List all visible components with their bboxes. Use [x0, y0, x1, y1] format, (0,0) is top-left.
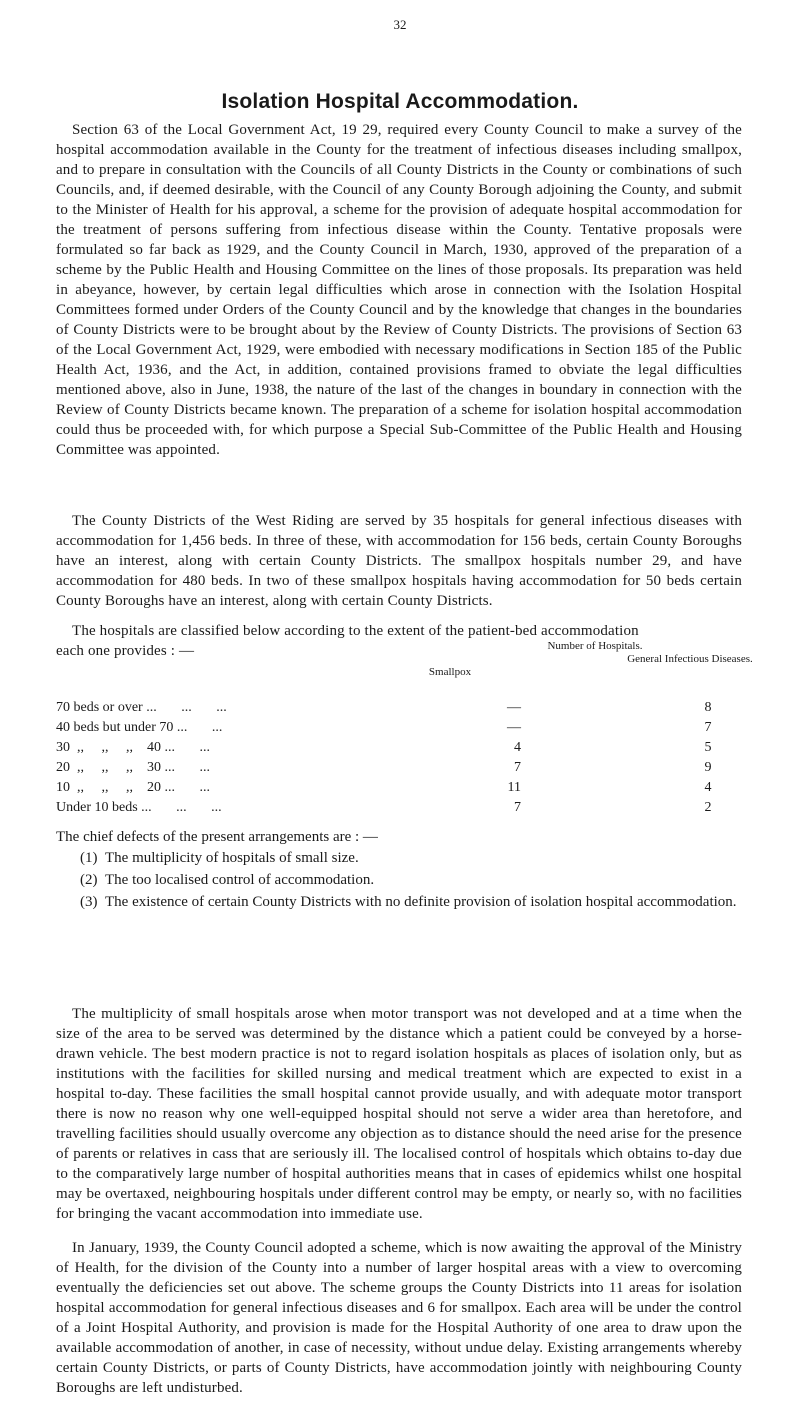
list-item-text: The too localised control of accommodation. [105, 872, 375, 888]
table-row [56, 718, 756, 738]
defects-intro: The chief defects of the present arrangements are : — [56, 829, 378, 845]
page-number: 32 [393, 17, 407, 32]
table-row [56, 798, 756, 818]
row-smallpox: 4 [514, 740, 521, 755]
defects-list [80, 848, 745, 914]
paragraph-classification: The hospitals are classified below according to the extent of the patient-bed accommodation [72, 623, 639, 639]
list-item-number: (3) [80, 894, 98, 910]
paragraph-county-districts: The County Districts of the West Riding are served by 35 hospitals for general infectious diseases with accommodation for 1,456 beds. In three of these, with accommodation for 156 beds, certain County Boroughs have an interest, along with certain County Districts. The smallpox hospitals number 29, and have accommodation for 480 beds. In two of these smallpox hospitals having accommodation for 50 beds certain County Boroughs have an interest, along with certain County Districts. [56, 513, 742, 609]
row-label: 10 ,, ,, ,, 20 ... ... [56, 780, 210, 795]
row-smallpox: — [507, 700, 521, 715]
paragraph-section-63: Section 63 of the Local Government Act, 19 29, required every County Council to make a survey of the hospital accommodation available in the County for the treatment of infectious diseases including smallpox, and to prepare in consultation with the Councils of all County Districts in the County or combinations of such Councils, and, if deemed desirable, with the Council of any County Borough adjoining the County, and submit to the Minister of Health for his approval, a scheme for the provision of adequate hospital accommodation for the treatment of persons suffering from infectious disease within the County. Tentative proposals were formulated so far back as 1929, and the County Council in March, 1930, approved of the preparation of a scheme by the Public Health and Housing Committee on the lines of those proposals. Its preparation was held in abeyance, however, by certain legal difficulties which arose in connection with the Isolation Hospital Committees formed under Orders of the County Council and by the knowledge that changes in the boundaries of County Districts were to be brought about by the Review of County Districts. The provisions of Section 63 of the Local Government Act, 1929, were embodied with necessary modifications in Section 185 of the Public Health Act, 1936, and the Act, in addition, contained provisions framed to obviate the legal difficulties mentioned above, also in June, 1938, the nature of the last of the changes in boundary in connection with the Review of County Districts became known. The preparation of a scheme for isolation hospital accommodation could thus be proceeded with, for which purpose a Special Sub-Committee of the Public Health and Housing Committee was appointed. [56, 122, 742, 458]
list-item-number: (1) [80, 850, 98, 866]
list-item-number: (2) [80, 872, 98, 888]
row-general: 5 [704, 740, 712, 755]
row-general: 4 [704, 780, 712, 795]
table-row [56, 758, 756, 778]
table-row [56, 778, 756, 798]
row-smallpox: 7 [514, 760, 521, 775]
row-smallpox: 11 [507, 780, 521, 795]
table-header-general: General Infectious Diseases. [627, 653, 753, 665]
row-general: 7 [704, 720, 712, 735]
row-label: 40 beds but under 70 ... ... [56, 720, 223, 735]
row-smallpox: — [507, 720, 521, 735]
row-label: 20 ,, ,, ,, 30 ... ... [56, 760, 210, 775]
list-item-text: The multiplicity of hospitals of small size. [105, 850, 359, 866]
row-general: 8 [704, 700, 712, 715]
table-row [56, 698, 756, 718]
table-row [56, 738, 756, 758]
list-item-text: The existence of certain County Districts with no definite provision of isolation hospital accommodation. [105, 894, 737, 910]
row-label: 70 beds or over ... ... ... [56, 700, 227, 715]
row-smallpox: 7 [514, 800, 521, 815]
list-item [80, 848, 745, 868]
row-general: 2 [704, 800, 712, 815]
paragraph-scheme-1939: In January, 1939, the County Council adopted a scheme, which is now awaiting the approval of the Ministry of Health, for the division of the County into a number of larger hospital areas with a view to overcoming eventually the deficiencies set out above. The scheme groups the County Districts into 11 areas for isolation hospital accommodation for general infectious diseases and 6 for smallpox. Each area will be under the control of a Joint Hospital Authority, and provision is made for the Hospital Authority of one area to draw upon the available accommodation of another, in case of necessity, without undue delay. Existing arrangements whereby certain County Districts, or parts of County Districts, have accommodation jointly with neighbouring County Boroughs are left undisturbed. [56, 1240, 742, 1396]
table-header-number: Number of Hospitals. [547, 640, 643, 652]
row-label: Under 10 beds ... ... ... [56, 800, 222, 815]
page-title: Isolation Hospital Accommodation. [221, 90, 579, 113]
paragraph-multiplicity: The multiplicity of small hospitals arose when motor transport was not developed and at a time when the size of the area to be served was determined by the distance which a patient could be conveyed by a horse-drawn vehicle. The best modern practice is not to regard isolation hospitals as places of isolation only, but as institutions with the facilities for skilled nursing and medical treatment which are expected to exist in a hospital to-day. These facilities the small hospital cannot provide usually, and with adequate motor transport there is now no reason why one well-equipped hospital should not serve a wider area than heretofore, and travelling facilities should usually overcome any objection as to distance should the need arise for the presence of parents or relatives in cass that are seriously ill. The localised control of hospitals which obtains to-day due to the comparatively large number of hospital authorities means that in cases of epidemics whilst one hospital may be overtaxed, neighbouring hospitals under different control may be empty, or nearly so, with no facilities for bringing the vacant accommodation into immediate use. [56, 1006, 742, 1222]
row-general: 9 [704, 760, 712, 775]
row-label: 30 ,, ,, ,, 40 ... ... [56, 740, 210, 755]
list-item [80, 870, 745, 890]
list-item [80, 892, 745, 912]
paragraph-classification-cont: each one provides : — [56, 643, 195, 659]
hospital-classification-table [56, 698, 756, 818]
table-header-smallpox: Smallpox [428, 666, 472, 678]
